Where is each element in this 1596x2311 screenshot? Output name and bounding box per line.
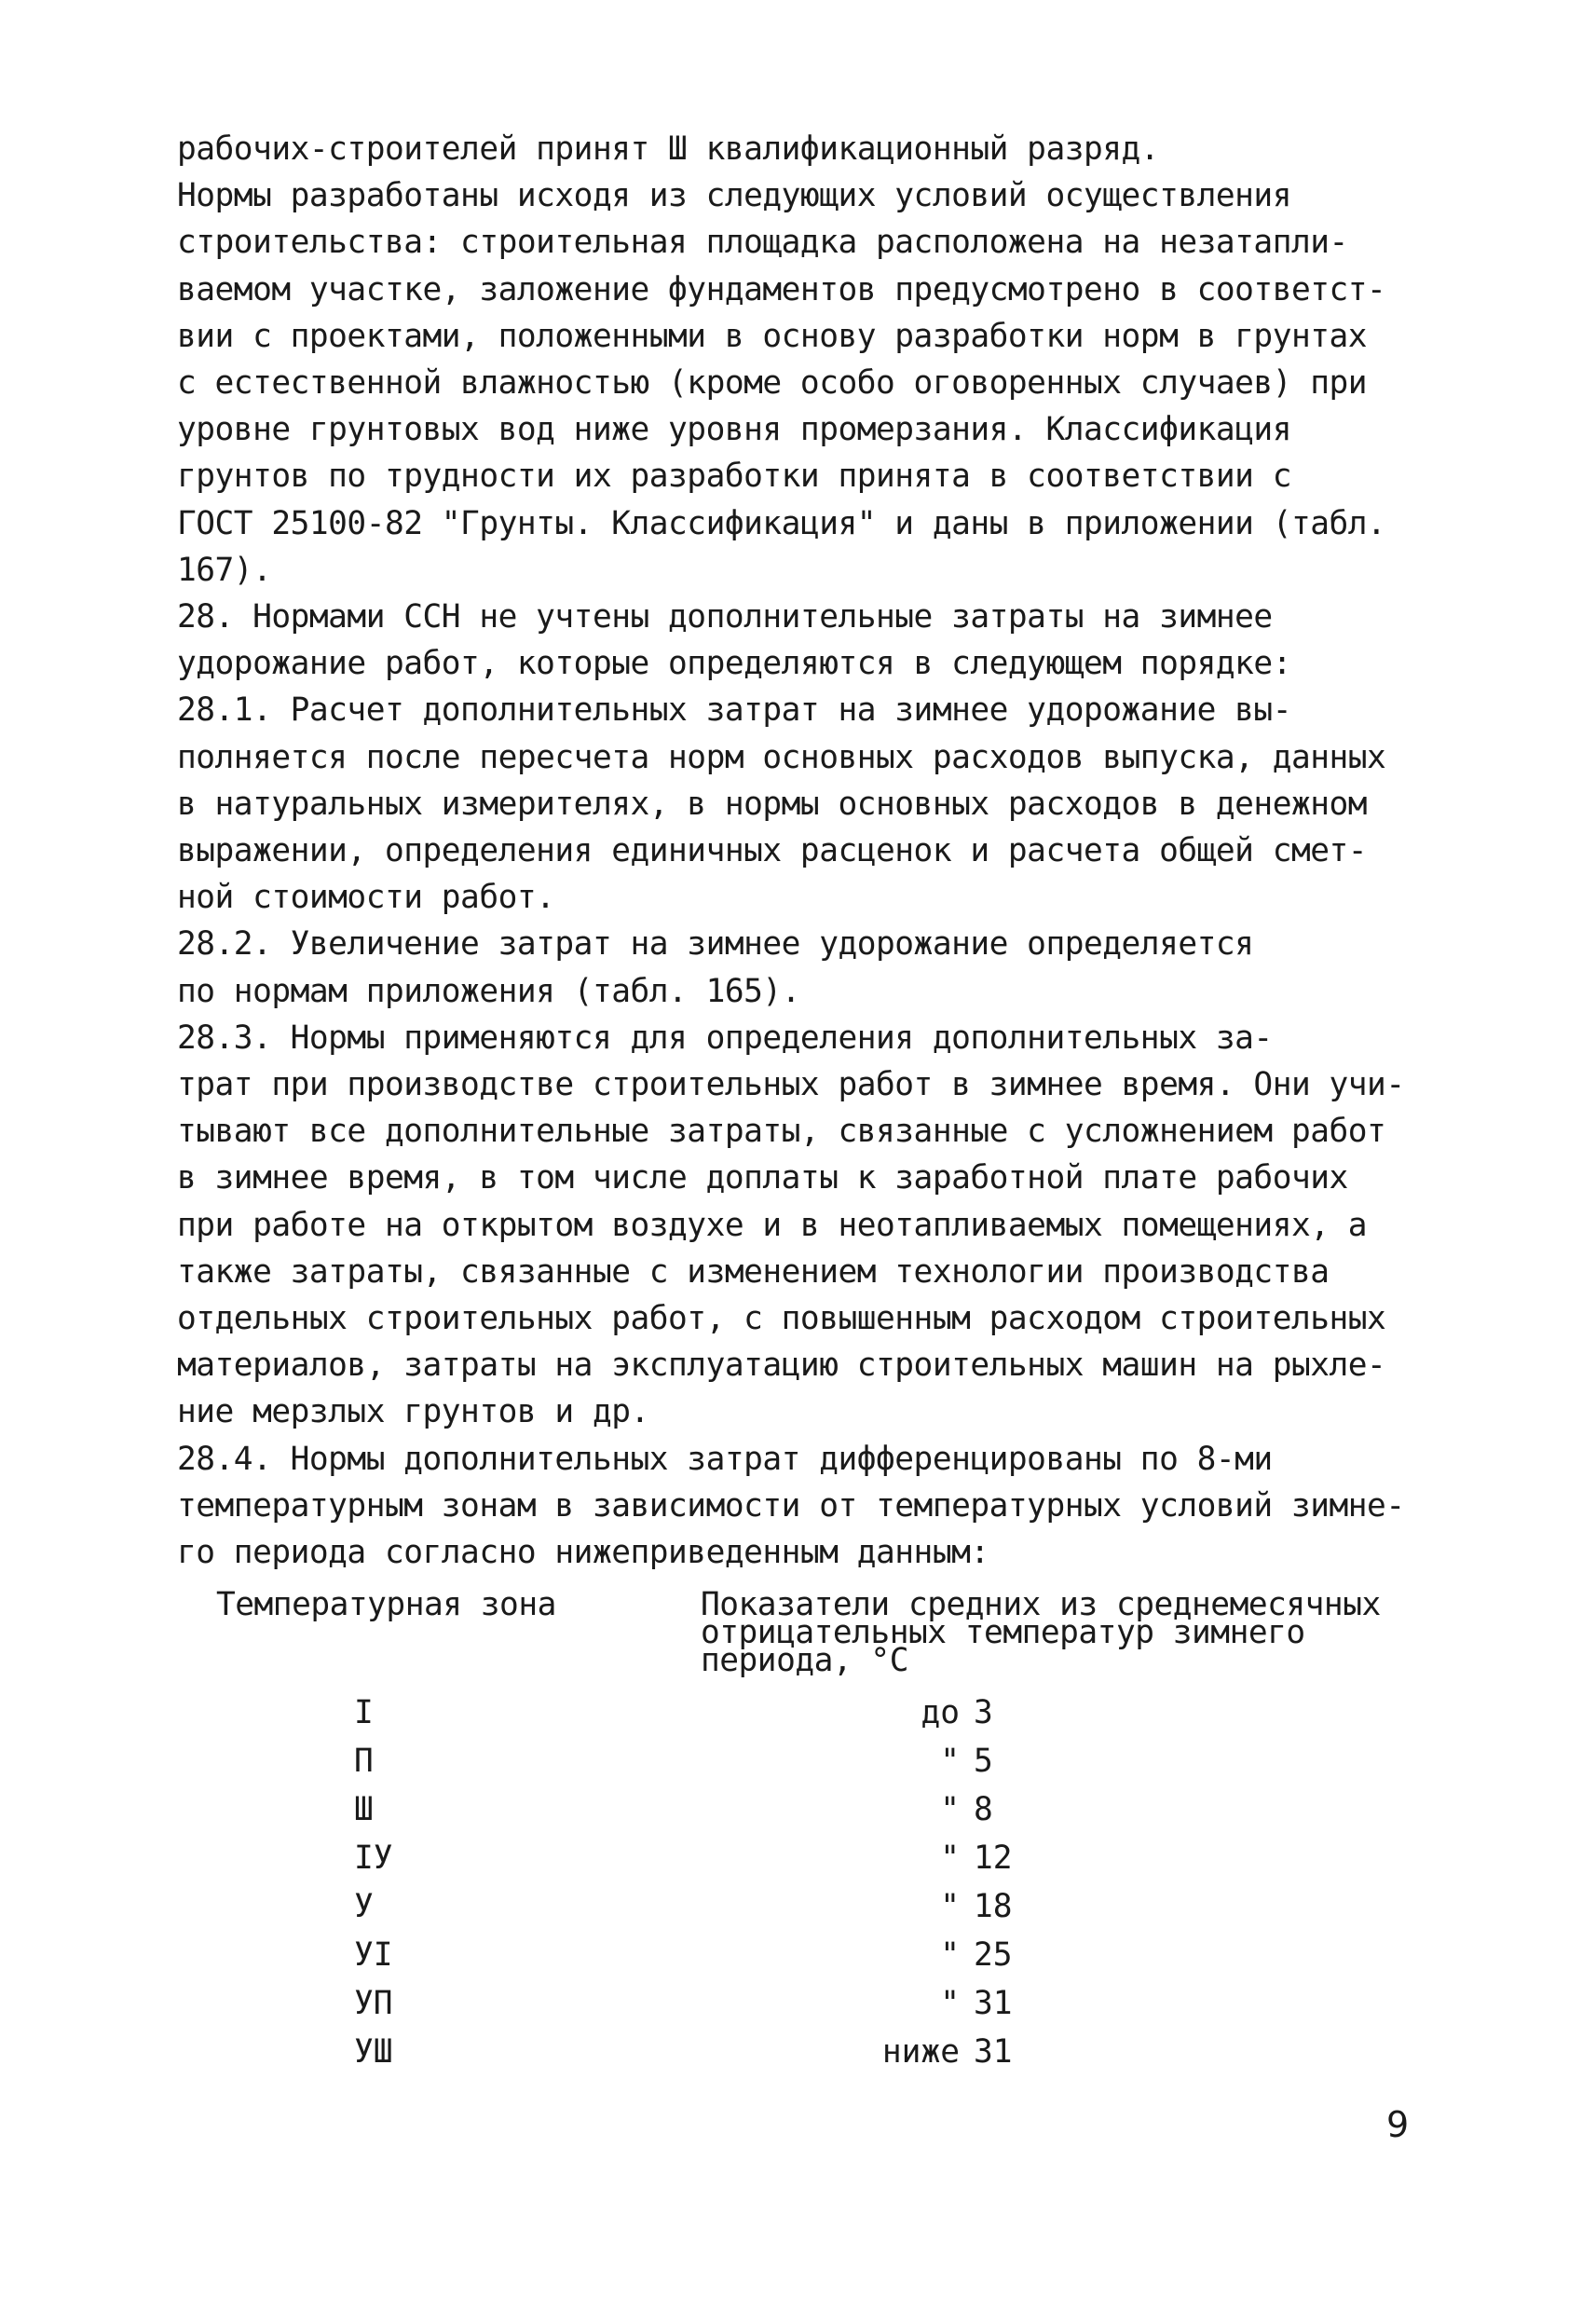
text-line: грунтов по трудности их разработки принята в соответствии с — [177, 458, 1291, 496]
page-number: 9 — [1386, 2104, 1410, 2145]
zone-label: Ш — [354, 1791, 374, 1828]
text-line: с естественной влажностью (кроме особо оговоренных случаев) при — [177, 364, 1368, 402]
text-line: в натуральных измерителях, в нормы основных расходов в денежном — [177, 785, 1368, 823]
temperature-value: 3 — [974, 1694, 993, 1731]
table-row — [0, 1737, 1118, 1785]
text-line: ваемом участке, заложение фундаментов предусмотрено в соответст- — [177, 270, 1386, 308]
text-line: Нормы разработаны исходя из следующих условий осуществления — [177, 177, 1291, 215]
text-line: по нормам приложения (табл. 165). — [177, 972, 800, 1010]
text-line: при работе на открытом воздухе и в неотапливаемых помещениях, а — [177, 1206, 1368, 1244]
value-prefix: " — [940, 1985, 960, 2022]
text-line: 28. Нормами ССН не учтены дополнительные затраты на зимнее — [177, 598, 1273, 636]
table-row — [0, 1931, 1118, 1979]
zone-label: I — [354, 1694, 374, 1731]
text-line: ГОСТ 25100-82 "Грунты. Классификация" и даны в приложении (табл. — [177, 504, 1386, 542]
value-prefix: до — [921, 1694, 960, 1731]
text-line: 28.2. Увеличение затрат на зимнее удорожание определяется — [177, 925, 1254, 964]
text-line: полняется после пересчета норм основных расходов выпуска, данных — [177, 738, 1386, 776]
text-line: 28.3. Нормы применяются для определения дополнительных за- — [177, 1019, 1273, 1057]
zone-label: У — [354, 1888, 374, 1925]
table-row — [0, 1785, 1118, 1834]
temperature-value: 25 — [974, 1936, 1013, 1974]
text-line: ной стоимости работ. — [177, 879, 555, 917]
value-prefix: " — [940, 1888, 960, 1925]
text-line: выражении, определения единичных расценок и расчета общей смет- — [177, 832, 1368, 869]
temperature-value: 12 — [974, 1839, 1013, 1877]
text-line: ние мерзлых грунтов и др. — [177, 1393, 649, 1431]
zone-label: IУ — [354, 1839, 393, 1877]
table-row — [0, 1882, 1118, 1931]
text-line: отдельных строительных работ, с повышенным расходом строительных — [177, 1300, 1386, 1337]
value-prefix: ниже — [881, 2033, 960, 2071]
table-header-indicator-line-2: отрицательных температур зимнего — [701, 1614, 1305, 1651]
text-line: 28.4. Нормы дополнительных затрат дифференцированы по 8-ми — [177, 1440, 1273, 1478]
zone-label: П — [354, 1743, 374, 1780]
table-row — [0, 1834, 1118, 1882]
value-prefix: " — [940, 1839, 960, 1877]
temperature-value: 5 — [974, 1743, 993, 1780]
text-line: го периода согласно нижеприведенным данным: — [177, 1534, 989, 1571]
table-header-indicator-line-1: Показатели средних из среднемесячных — [701, 1586, 1381, 1623]
text-line: удорожание работ, которые определяются в следующем порядке: — [177, 645, 1291, 683]
text-line: в зимнее время, в том числе доплаты к заработной плате рабочих — [177, 1159, 1348, 1197]
value-prefix: " — [940, 1936, 960, 1974]
value-prefix: " — [940, 1743, 960, 1780]
zone-label: УI — [354, 1936, 393, 1974]
text-line: рабочих-строителей принят Ш квалификационный разряд. — [177, 130, 1160, 168]
table-row — [0, 1689, 1118, 1737]
table-row — [0, 2028, 1118, 2076]
table-header-zone: Температурная зона — [216, 1586, 556, 1623]
text-line: также затраты, связанные с изменением технологии производства — [177, 1252, 1330, 1291]
text-line: 167). — [177, 551, 272, 589]
text-line: материалов, затраты на эксплуатацию строительных машин на рыхле- — [177, 1347, 1386, 1385]
temperature-value: 18 — [974, 1888, 1013, 1925]
text-line: тывают все дополнительные затраты, связанные с усложнением работ — [177, 1113, 1386, 1151]
table-row — [0, 1979, 1118, 2028]
text-line: трат при производстве строительных работ в зимнее время. Они учи- — [177, 1066, 1405, 1103]
text-line: строительства: строительная площадка расположена на незатапли- — [177, 224, 1348, 262]
text-line: 28.1. Расчет дополнительных затрат на зимнее удорожание вы- — [177, 691, 1291, 730]
value-prefix: " — [940, 1791, 960, 1828]
text-line: вии с проектами, положенными в основу разработки норм в грунтах — [177, 317, 1368, 355]
temperature-value: 8 — [974, 1791, 993, 1828]
table-header-indicator-line-3: периода, °С — [701, 1642, 908, 1679]
text-line: температурным зонам в зависимости от температурных условий зимне- — [177, 1486, 1405, 1525]
temperature-value: 31 — [974, 2033, 1013, 2071]
text-line: уровне грунтовых вод ниже уровня промерзания. Классификация — [177, 411, 1291, 449]
temperature-value: 31 — [974, 1985, 1013, 2022]
zone-label: УШ — [354, 2033, 393, 2071]
zone-label: УП — [354, 1985, 393, 2022]
